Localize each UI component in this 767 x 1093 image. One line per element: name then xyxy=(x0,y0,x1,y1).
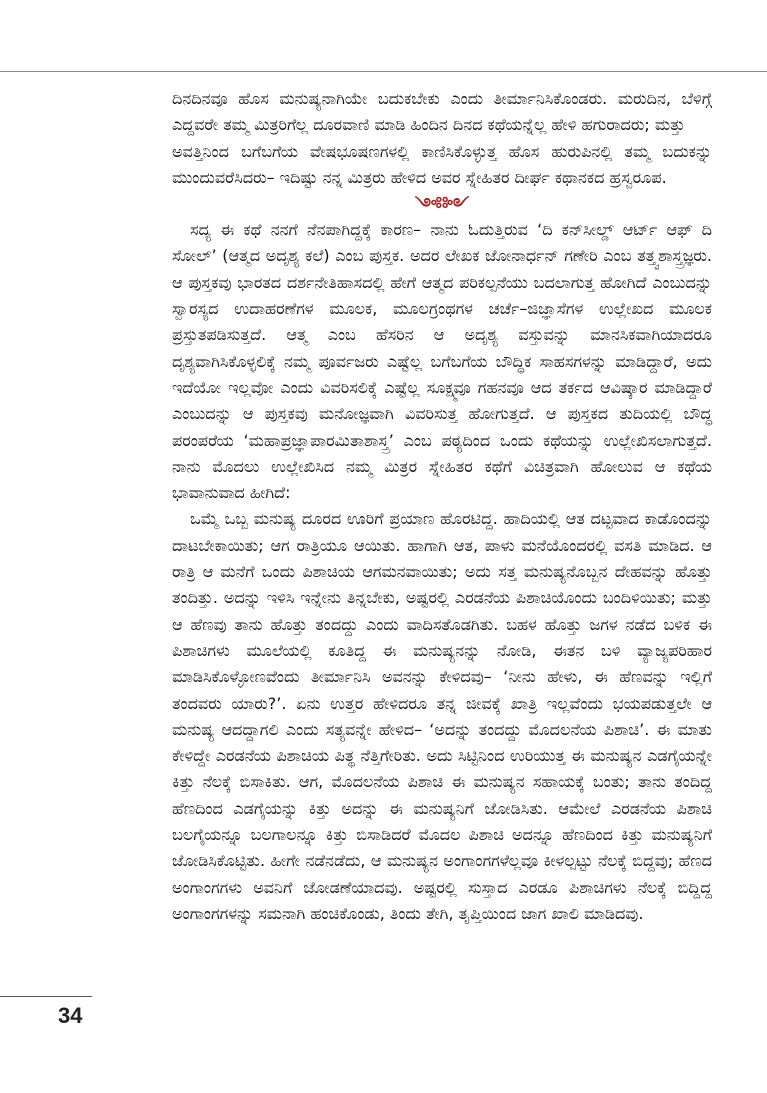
paragraph: ಒಮ್ಮೆ ಒಬ್ಬ ಮನುಷ್ಯ ದೂರದ ಊರಿಗೆ ಪ್ರಯಾಣ ಹೊರಟಿದ್ದ. ಹಾದಿಯಲ್ಲಿ ಆತ ದಟ್ಟವಾದ ಕಾಡೊಂದನ್ನು ದಾಟಬೇಕಾಯಿತು; ಆಗ ರಾತ್ರಿಯೂ ಆಯಿತು. ಹಾಗಾಗಿ ಆತ, ಪಾಳು ಮನೆಯೊಂದರಲ್ಲಿ ವಸತಿ ಮಾಡಿದ. ಆ ರಾತ್ರಿ ಆ ಮನೆಗೆ ಒಂದು ಪಿಶಾಚಿಯ ಆಗಮನವಾಯಿತು; ಅದು ಸತ್ತ ಮನುಷ್ಯನೊಬ್ಬನ ದೇಹವನ್ನು ಹೊತ್ತು ತಂದಿತ್ತು. ಅದನ್ನು ಇಳಿಸಿ ಇನ್ನೇನು ತಿನ್ನಬೇಕು, ಅಷ್ಟರಲ್ಲಿ ಎರಡನೆಯ ಪಿಶಾಚಿಯೊಂದು ಬಂದಿಳಿಯಿತು; ಮತ್ತು ಆ ಹೆಣವು ತಾನು ಹೊತ್ತು ತಂದದ್ದು ಎಂದು ವಾದಿಸತೊಡಗಿತು. ಬಹಳ ಹೊತ್ತು ಜಗಳ ನಡೆದ ಬಳಿಕ ಈ ಪಿಶಾಚಿಗಳು ಮೂಲೆಯಲ್ಲಿ ಕೂತಿದ್ದ ಈ ಮನುಷ್ಯನನ್ನು ನೋಡಿ, ಈತನ ಬಳಿ ವ್ಯಾಜ್ಯಪರಿಹಾರ ಮಾಡಿಸಿಕೊಳ್ಳೋಣವೆಂದು ತೀರ್ಮಾನಿಸಿ ಅವನನ್ನು ಕೇಳಿದವು– ‘ನೀನು ಹೇಳು, ಈ ಹೆಣವನ್ನು ಇಲ್ಲಿಗೆ ತಂದವರು ಯಾರು?’. ಏನು ಉತ್ತರ ಹೇಳಿದರೂ ತನ್ನ ಜೀವಕ್ಕೆ ಖಾತ್ರಿ ಇಲ್ಲವೆಂದು ಭಯಪಡುತ್ತಲೇ ಆ ಮನುಷ್ಯ ಆದದ್ದಾಗಲಿ ಎಂದು ಸತ್ಯವನ್ನೇ ಹೇಳಿದ– ‘ಅದನ್ನು ತಂದದ್ದು ಮೊದಲನೆಯ ಪಿಶಾಚಿ’. ಈ ಮಾತು ಕೇಳಿದ್ದೇ ಎರಡನೆಯ ಪಿಶಾಚಿಯ ಪಿತ್ಥ ನೆತ್ತಿಗೇರಿತು. ಅದು ಸಿಟ್ಟಿನಿಂದ ಉರಿಯುತ್ತ ಈ ಮನುಷ್ಯನ ಎಡಗೈಯನ್ನೇ ಕಿತ್ತು ನೆಲಕ್ಕೆ ಬಿಸಾಕಿತು. ಆಗ, ಮೊದಲನೆಯ ಪಿಶಾಚಿ ಈ ಮನುಷ್ಯನ ಸಹಾಯಕ್ಕೆ ಬಂತು; ತಾನು ತಂದಿದ್ದ ಹೆಣದಿಂದ ಎಡಗೈಯನ್ನು ಕಿತ್ತು ಅದನ್ನು ಈ ಮನುಷ್ಯನಿಗೆ ಜೋಡಿಸಿತು. ಆಮೇಲೆ ಎರಡನೆಯ ಪಿಶಾಚಿ ಬಲಗೈಯನ್ನೂ ಬಲಗಾಲನ್ನೂ ಕಿತ್ತು ಬಿಸಾಡಿದರೆ ಮೊದಲ ಪಿಶಾಚಿ ಅದನ್ನೂ ಹೆಣದಿಂದ ಕಿತ್ತು ಮನುಷ್ಯನಿಗೆ ಜೋಡಿಸಿಕೊಟ್ಟಿತು. ಹೀಗೇ ನಡೆನಡೆದು, ಆ ಮನುಷ್ಯನ ಅಂಗಾಂಗಗಳೆಲ್ಲವೂ ಕೀಳಲ್ಪಟ್ಟು ನೆಲಕ್ಕೆ ಬಿದ್ದವು; ಹೆಣದ ಅಂಗಾಂಗಗಳು ಅವನಿಗೆ ಜೋಡಣೆಯಾದವು. ಅಷ್ಟರಲ್ಲಿ ಸುಸ್ತಾದ ಎರಡೂ ಪಿಶಾಚಿಗಳು ನೆಲಕ್ಕೆ ಬಿದ್ದಿದ್ದ ಅಂಗಾಂಗಗಳನ್ನು ಸಮನಾಗಿ ಹಂಚಿಕೊಂಡು, ತಿಂದು ತೇಗಿ, ತೃಪ್ತಿಯಿಂದ ಜಾಗ ಖಾಲಿ ಮಾಡಿದವು. xyxy=(172,509,712,923)
header-rule xyxy=(0,71,767,72)
footer-rule xyxy=(0,996,92,997)
paragraph: ಸದ್ಯ ಈ ಕಥೆ ನನಗೆ ನೆನಪಾಗಿದ್ದಕ್ಕೆ ಕಾರಣ– ನಾನು ಓದುತ್ತಿರುವ ‘ದಿ ಕನ್‌ಸೀಲ್ಡ್ ಆರ್ಟ್ ಆಫ್ ದಿ ಸೋಲ್’ (ಆತ್ಮದ ಅದೃಶ್ಯ ಕಲೆ) ಎಂಬ ಪುಸ್ತಕ. ಅದರ ಲೇಖಕ ಜೋನಾರ್ಧನ್ ಗಣೇರಿ ಎಂಬ ತತ್ತ್ವಶಾಸ್ತ್ರಜ್ಞರು. ಆ ಪುಸ್ತಕವು ಭಾರತದ ದರ್ಶನೇತಿಹಾಸದಲ್ಲಿ ಹೇಗೆ ಆತ್ಮದ ಪರಿಕಲ್ಪನೆಯು ಬದಲಾಗುತ್ತ ಹೋಗಿದೆ ಎಂಬುದನ್ನು ಸ್ವಾರಸ್ಯದ ಉದಾಹರಣೆಗಳ ಮೂಲಕ, ಮೂಲಗ್ರಂಥಗಳ ಚರ್ಚೆ–ಜಿಜ್ಞಾಸೆಗಳ ಉಲ್ಲೇಖದ ಮೂಲಕ ಪ್ರಸ್ತುತಪಡಿಸುತ್ತದೆ. ಆತ್ಮ ಎಂಬ ಹೆಸರಿನ ಆ ಅದೃಶ್ಯ ವಸ್ತುವನ್ನು ಮಾನಸಿಕವಾಗಿಯಾದರೂ ದೃಶ್ಯವಾಗಿಸಿಕೊಳ್ಳಲಿಕ್ಕೆ ನಮ್ಮ ಪೂರ್ವಜರು ಎಷ್ಟೆಲ್ಲ ಬಗೆಬಗೆಯ ಬೌದ್ಧಿಕ ಸಾಹಸಗಳನ್ನು ಮಾಡಿದ್ದಾರೆ, ಅದು ಇದೆಯೋ ಇಲ್ಲವೋ ಎಂದು ವಿವರಿಸಲಿಕ್ಕೆ ಎಷ್ಟೆಲ್ಲ ಸೂಕ್ಷ್ಮವೂ ಗಹನವೂ ಆದ ತರ್ಕದ ಆವಿಷ್ಕಾರ ಮಾಡಿದ್ದಾರೆ ಎಂಬುದನ್ನು ಆ ಪುಸ್ತಕವು ಮನೋಜ್ಞವಾಗಿ ವಿವರಿಸುತ್ತ ಹೋಗುತ್ತದೆ. ಆ ಪುಸ್ತಕದ ತುದಿಯಲ್ಲಿ ಬೌದ್ಧ ಪರಂಪರೆಯ ‘ಮಹಾಪ್ರಜ್ಞಾಪಾರಮಿತಾಶಾಸ್ತ್ರ’ ಎಂಬ ಪಠ್ಯದಿಂದ ಒಂದು ಕಥೆಯನ್ನು ಉಲ್ಲೇಖಿಸಲಾಗುತ್ತದೆ. ನಾನು ಮೊದಲು ಉಲ್ಲೇಖಿಸಿದ ನಮ್ಮ ಮಿತ್ರರ ಸ್ನೇಹಿತರ ಕಥೆಗೆ ವಿಚಿತ್ರವಾಗಿ ಹೋಲುವ ಆ ಕಥೆಯ ಭಾವಾನುವಾದ ಹೀಗಿದೆ: xyxy=(172,220,712,503)
article-body xyxy=(172,86,712,927)
section-ornament-icon: ༺༻ xyxy=(414,195,470,216)
paragraph: ಅವತ್ತಿನಿಂದ ಬಗೆಬಗೆಯ ವೇಷಭೂಷಣಗಳಲ್ಲಿ ಕಾಣಿಸಿಕೊಳ್ಳುತ್ತ ಹೊಸ ಹುರುಪಿನಲ್ಲಿ ತಮ್ಮ ಬದುಕನ್ನು ಮುಂದುವರೆಸಿದರು– ಇದಿಷ್ಟು ನನ್ನ ಮಿತ್ರರು ಹೇಳಿದ ಅವರ ಸ್ನೇಹಿತರ ದೀರ್ಘ ಕಥಾನಕದ ಹ್ರಸ್ವರೂಪ. xyxy=(172,141,712,187)
page-number: 34 xyxy=(58,1003,83,1028)
paragraph: ದಿನದಿನವೂ ಹೊಸ ಮನುಷ್ಯನಾಗಿಯೇ ಬದುಕಬೇಕು ಎಂದು ತೀರ್ಮಾನಿಸಿಕೊಂಡರು. ಮರುದಿನ, ಬೆಳಿಗ್ಗೆ ಎದ್ದವರೇ ತಮ್ಮ ಮಿತ್ರರಿಗೆಲ್ಲ ದೂರವಾಣಿ ಮಾಡಿ ಹಿಂದಿನ ದಿನದ ಕಥೆಯನ್ನೆಲ್ಲ ಹೇಳಿ ಹಗುರಾದರು; ಮತ್ತು xyxy=(172,89,712,135)
